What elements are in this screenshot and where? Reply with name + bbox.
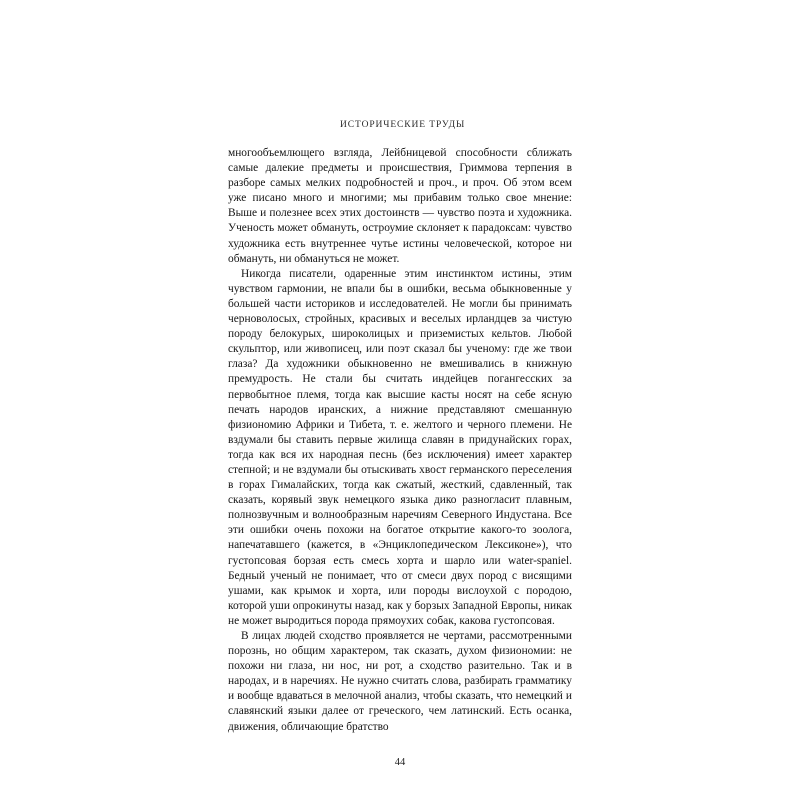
body-text [228,146,572,735]
paragraph: В лицах людей сходство проявляется не чертами, рассмотренными порознь, но общим характером, так сказать, духом физиономии: не похожи ни глаза, ни нос, ни рот, а сходство разительно. Так и в народах, и в наречиях. Не нужно считать слова, разбирать грамматику и вообще вдаваться в мелочной анализ, чтобы сказать, что немецкий и славянский языки далее от греческого, чем латинский. Есть осанка, движения, обличающие братство [228,630,572,733]
running-head: ИСТОРИЧЕСКИЕ ТРУДЫ [340,120,466,130]
paragraph: многообъемлющего взгляда, Лейбницевой способности сближать самые далекие предметы и происшествия, Гриммова терпения в разборе самых мелких подробностей и проч., и проч. Об этом всем уже писано много и многими; мы прибавим только свое мнение: Выше и полезнее всех этих достоинств — чувство поэта и художника. Ученость может обмануть, остроумие склоняет к парадоксам: чувство художника есть внутреннее чутье истины человеческой, которое ни обмануть, ни обмануться не может. [228,147,572,265]
page-number: 44 [394,756,406,768]
book-page [228,120,572,768]
paragraph: Никогда писатели, одаренные этим инстинктом истины, этим чувством гармонии, не впали бы в ошибки, весьма обыкновенные у большей части историков и исследователей. Не могли бы принимать черноволосых, стройных, красивых и веселых ирландцев за чистую породу белокурых, широколицых и приземистых кельтов. Любой скульптор, или живописец, или поэт сказал бы ученому: где же твои глаза? Да художники обыкновенно не вмешивались в книжную премудрость. Не стали бы считать индейцев погангесских за первобытное племя, тогда как высшие касты носят на себе ясную печать народов иранских, а нижние представляют смешанную физиономию Африки и Тибета, т. е. желтого и черного племени. Не вздумали бы ставить первые жилища славян в придунайских горах, тогда как вся их народная песнь (без исключения) имеет характер степной; и не вздумали бы отыскивать хвост германского переселения в горах Гималайских, тогда как сжатый, жесткий, сдавленный, так сказать, корявый звук немецкого языка дико разногласит плавным, полнозвучным и волнообразным наречиям Северного Индустана. Все эти ошибки очень похожи на богатое открытие какого-то зоолога, напечатавшего (кажется, в «Энциклопедическом Лексиконе»), что густопсовая борзая есть смесь хорта и шарло или water-spaniel. Бедный ученый не понимает, что от смеси двух пород с висящими ушами, как крымок и хорта, или породы вислоухой с породою, которой уши опрокинуты назад, как у борзых Западной Европы, никак не может выродиться порода прямоухих собак, какова густопсовая. [228,267,573,627]
